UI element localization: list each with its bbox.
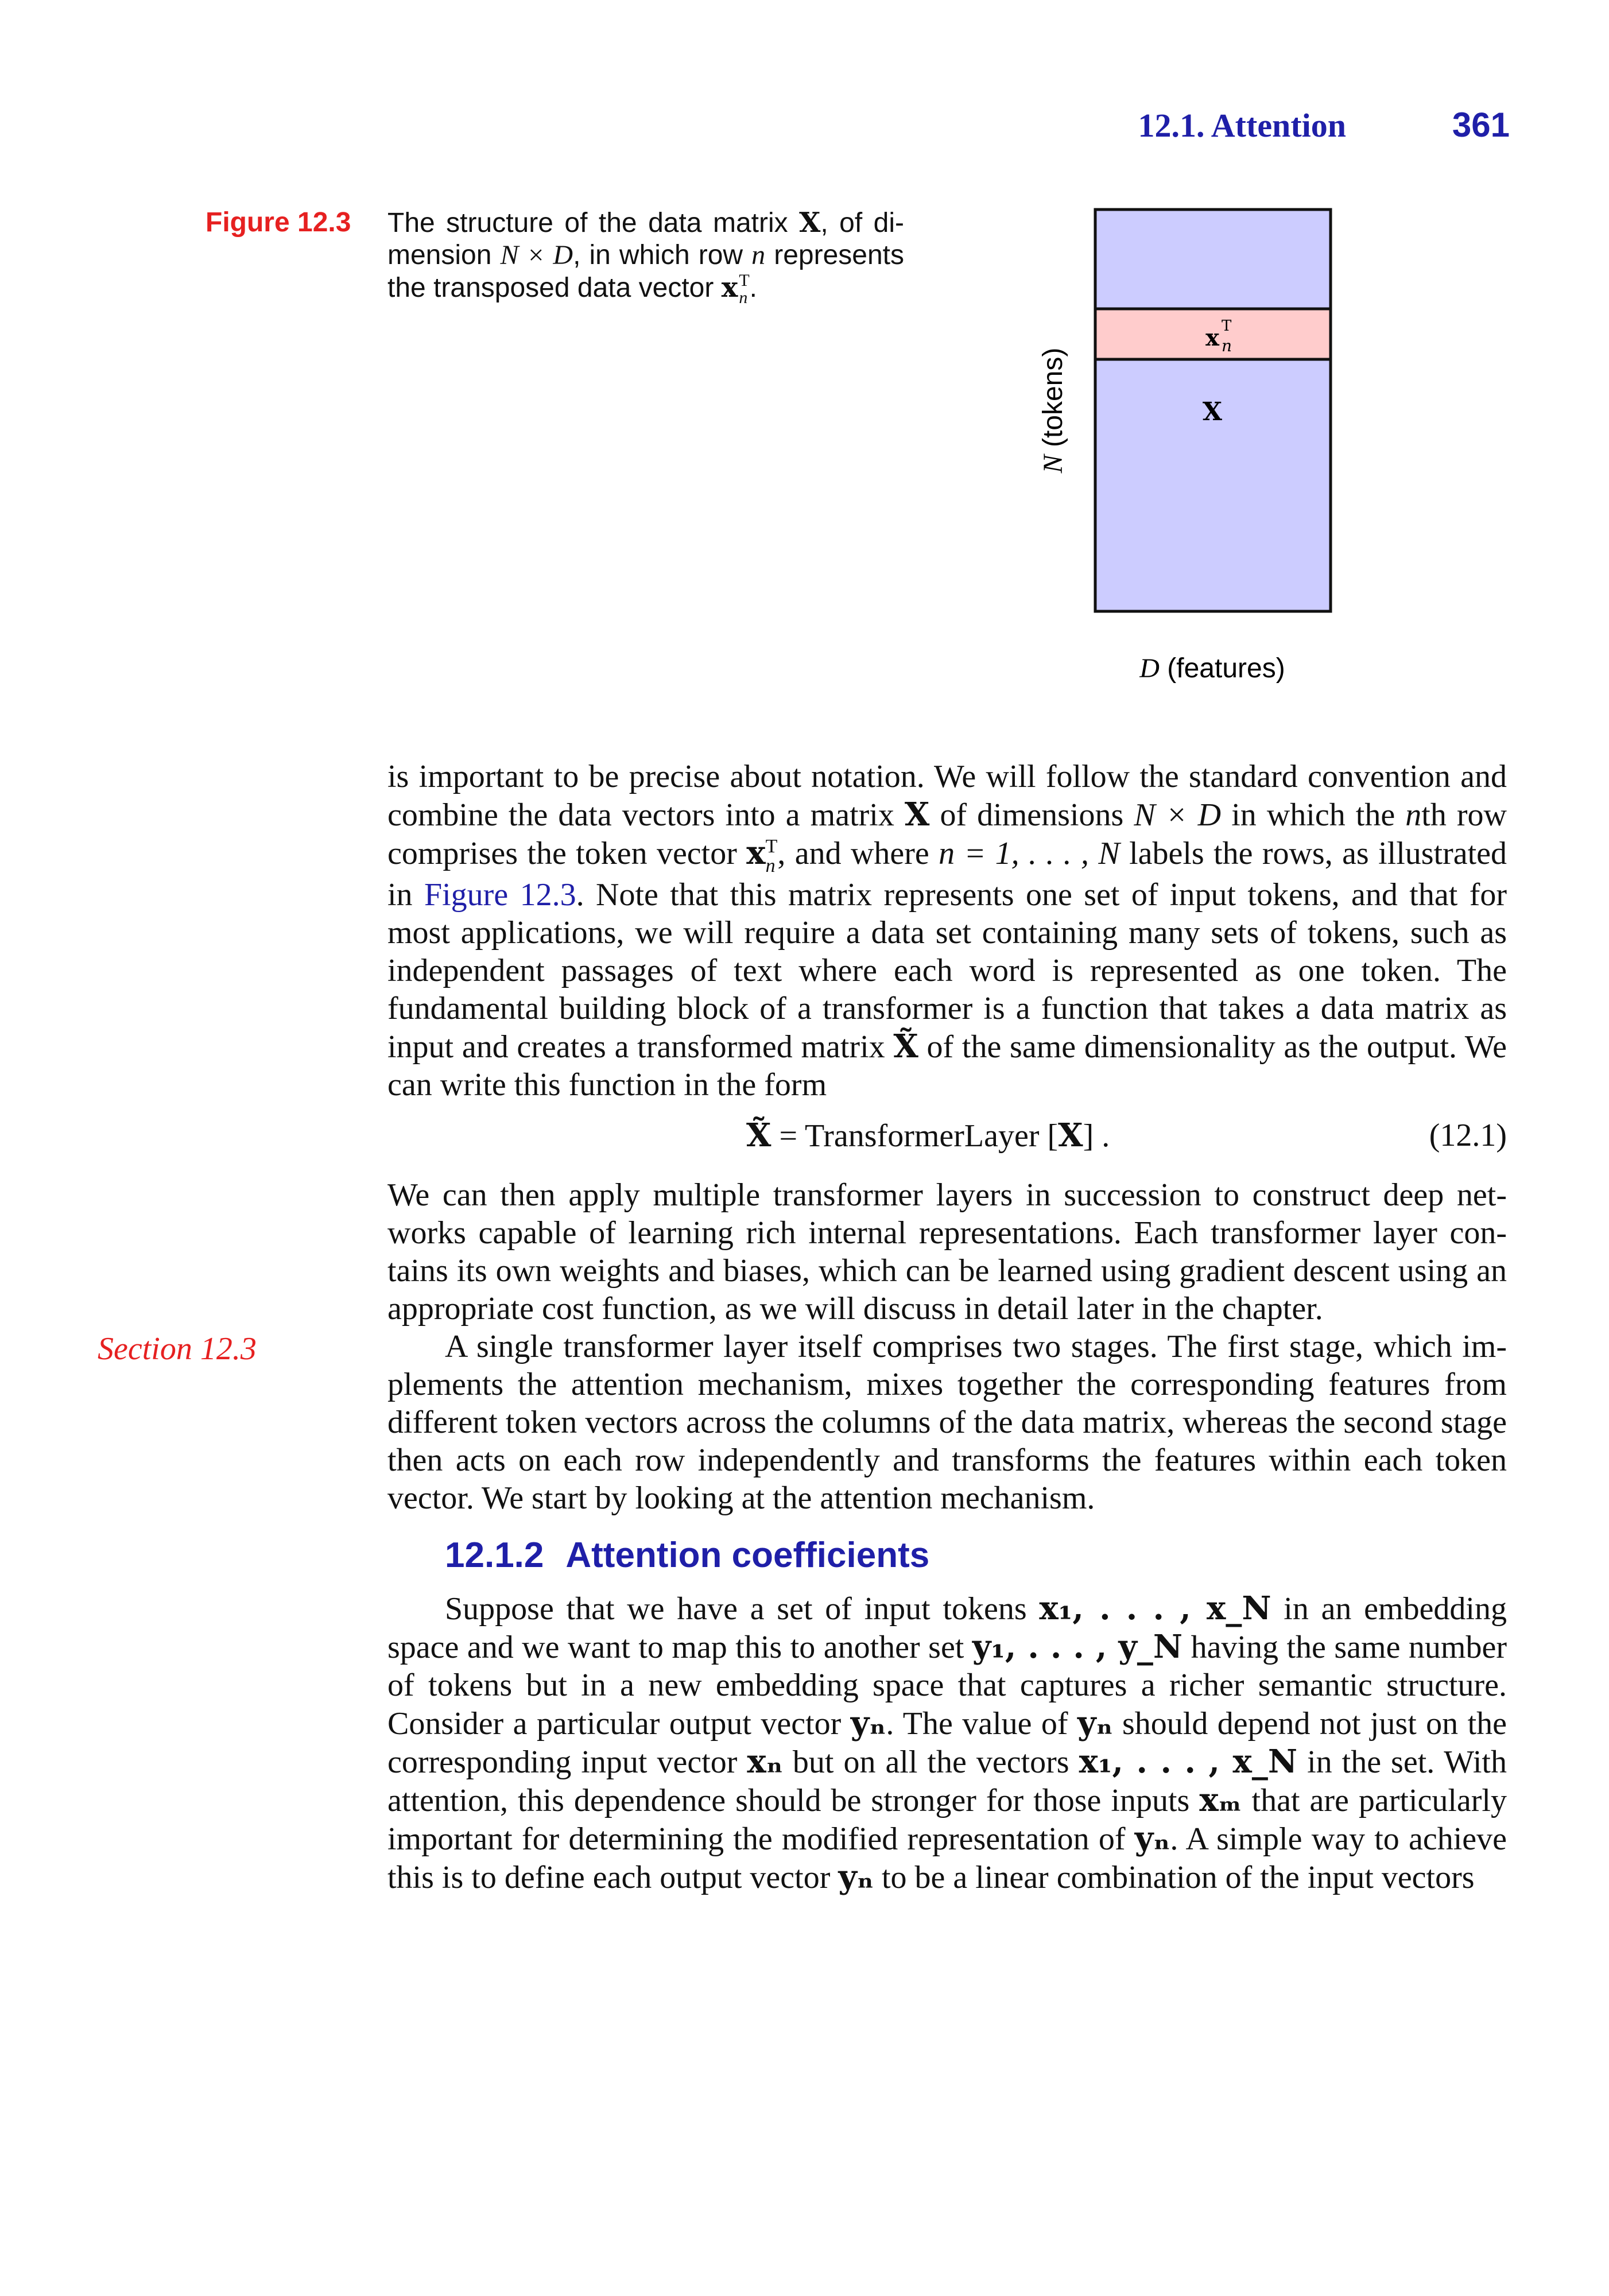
caption-text: . [749, 273, 757, 303]
equation-operator: = TransformerLayer [ [771, 1118, 1059, 1154]
row-label-vector: x [1205, 324, 1219, 351]
caption-matrix-symbol: X [799, 207, 821, 239]
matrix-label: X [1202, 397, 1223, 426]
math-xn: xₙ [747, 1743, 783, 1781]
text: labels the rows, as illustrated in [387, 836, 1507, 913]
math-yn: yₙ [1134, 1820, 1170, 1858]
math-x-set: x₁, . . . , x_N [1039, 1589, 1271, 1628]
margin-note-section-ref[interactable]: Section 12.3 [98, 1331, 257, 1367]
math-dims: N × D [1134, 797, 1222, 833]
text: . Note that this matrix represents one set of input tokens, and that for most applications, we will require a data set containing many sets of tokens, such as independent passages of text where each word is represented as one token. The fundamental building block of a transformer is a function that takes a data matrix as input and creates a transformed matrix [387, 877, 1507, 1065]
equation-lhs: X̃ [746, 1116, 771, 1155]
row-label-superscript: T [1222, 317, 1232, 335]
math-yn: yₙ [1077, 1704, 1113, 1743]
math-n: n [1405, 797, 1422, 833]
equation-body [746, 1116, 1110, 1155]
math-sup: T [765, 836, 778, 858]
text: is important to be precise about notation. We will follow the standard convention and combine the data vectors into a matrix [387, 759, 1507, 833]
equation-argument: X [1058, 1116, 1083, 1155]
math-range: n = 1, . . . , N [939, 836, 1120, 871]
text: to be a linear combination of the input vectors [873, 1860, 1475, 1896]
caption-dims: N × D [500, 240, 573, 270]
running-head [1079, 106, 1510, 152]
math-y-set: y₁, . . . , y_N [972, 1628, 1183, 1666]
matrix-diagram [999, 195, 1366, 700]
text: but on all the vectors [782, 1744, 1079, 1781]
math-matrix-x: X [904, 796, 930, 833]
math-xm: xₘ [1199, 1781, 1242, 1820]
text: of the same dimensionality as the output. We can write this function in the form [387, 1029, 1507, 1103]
paragraph: A single transformer layer itself comprises two stages. The first stage, which implements the attention mechanism, mixes together the corresponding features from different token vectors across the columns of the data matrix, whereas the second stage then acts on each row independently and transforms the features within each token vector. We start by looking at the attention mechanism. [387, 1329, 1507, 1517]
math-scripts [766, 837, 778, 876]
equation-12-1 [387, 1116, 1507, 1159]
caption-text: , in which row [573, 240, 752, 270]
paragraph [387, 1589, 1507, 1896]
row-label [1205, 324, 1220, 351]
equation-close: ] . [1083, 1118, 1110, 1154]
subsection-number: 12.1.2 [445, 1535, 544, 1576]
text: . A simple way to achieve this is to define each output vector [387, 1821, 1507, 1896]
y-axis-text: (tokens) [1038, 347, 1068, 455]
text: in which the [1221, 797, 1406, 833]
text: . The value of [886, 1706, 1077, 1742]
figure-caption [387, 207, 904, 307]
running-section-title: 12.1. Attention [1138, 107, 1346, 144]
math-x-tilde: X̃ [893, 1027, 918, 1066]
body-text [387, 758, 1507, 1896]
y-axis-label [1038, 348, 1068, 474]
x-axis-variable: D [1139, 653, 1160, 684]
equation-number: (12.1) [1429, 1118, 1507, 1154]
paragraph: We can then apply multiple transformer layers in succession to construct deep networks capable of learning rich internal representations. Each transformer layer contains its own weights and biases, which can be learned using gradient descent using an appropriate cost function, as we will discuss in detail later in the chapter. [387, 1177, 1507, 1327]
row-label-subscript: n [1222, 336, 1232, 355]
caption-text: represents the transposed data vector [387, 240, 904, 303]
page-number: 361 [1452, 106, 1510, 144]
math-sub: n [765, 855, 776, 877]
y-axis-variable: N [1038, 455, 1068, 474]
paragraph [387, 758, 1507, 1104]
caption-vector-sup: T [739, 271, 750, 290]
caption-vector: x [721, 272, 738, 304]
text: in an embedding space and we want to map this to another set [387, 1591, 1507, 1666]
text: th row comprises the token vector [387, 797, 1507, 871]
math-yn: yₙ [838, 1858, 874, 1896]
x-axis-text: (features) [1159, 653, 1285, 684]
text: having the same number of tokens but in a new embedding space that captures a richer semantic structure. Consider a particular output vector [387, 1630, 1507, 1742]
text: should depend not just on the corresponding input vector [387, 1706, 1507, 1781]
caption-vector-scripts [739, 272, 749, 307]
caption-text: , of dimension [387, 208, 904, 270]
text: of dimensions [929, 797, 1134, 833]
text: in the set. With attention, this dependence should be stronger for those inputs [387, 1744, 1507, 1819]
x-axis-label [1139, 653, 1285, 684]
caption-row-symbol: n [751, 240, 766, 270]
subsection-heading [445, 1534, 1507, 1577]
subsection-title: Attention coefficients [565, 1535, 930, 1576]
text: that are particularly important for determining the modified representation of [387, 1783, 1507, 1857]
math-yn: yₙ [850, 1704, 886, 1743]
caption-vector-sub: n [739, 288, 748, 308]
text: Suppose that we have a set of input tokens [445, 1591, 1040, 1627]
math-vector-x: x [746, 834, 766, 872]
text: , and where [777, 836, 939, 871]
math-x-set: x₁, . . . , x_N [1079, 1743, 1298, 1781]
figure-reference-link[interactable]: Figure 12.3 [424, 877, 576, 913]
caption-text: The structure of the data matrix [387, 208, 800, 238]
figure-label: Figure 12.3 [206, 207, 351, 238]
